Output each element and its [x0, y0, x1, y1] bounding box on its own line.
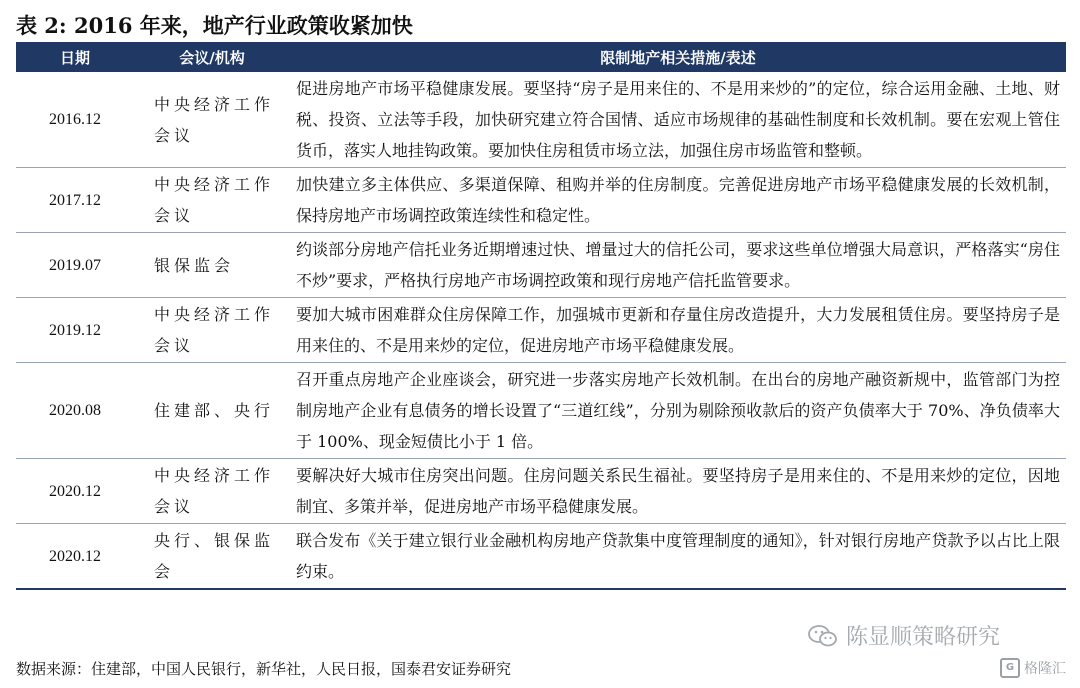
row-desc: 召开重点房地产企业座谈会，研究进一步落实房地产长效机制。在出台的房地产融资新规中，监管部门为控制房地产企业有息债务的增长设置了“三道红线”，分别为剔除预收款后的资产负债率大于 70%、净负债率大于 100%、现金短债比小于 1 倍。 [290, 363, 1066, 459]
table-title: 表 2: 2016 年来，地产行业政策收紧加快 [16, 13, 413, 38]
row-desc: 联合发布《关于建立银行业金融机构房地产贷款集中度管理制度的通知》，针对银行房地产贷款予以占比上限约束。 [290, 524, 1066, 590]
row-date: 2020.08 [16, 363, 134, 459]
table-row [16, 233, 1066, 298]
row-org: 中央经济工作会议 [134, 298, 290, 363]
row-date: 2019.07 [16, 233, 134, 298]
wechat-icon [808, 624, 838, 648]
row-date: 2019.12 [16, 298, 134, 363]
watermark-logo-text: 格隆汇 [1024, 661, 1066, 677]
table-row [16, 524, 1066, 590]
row-desc: 促进房地产市场平稳健康发展。要坚持“房子是用来住的、不是用来炒的”的定位，综合运用金融、土地、财税、投资、立法等手段，加快研究建立符合国情、适应市场规律的基础性制度和长效机制。要在宏观上管住货币，落实人地挂钩政策。要加快住房租赁市场立法，加强住房市场监管和整顿。 [290, 72, 1066, 168]
row-org: 中央经济工作会议 [134, 72, 290, 168]
row-desc: 要加大城市困难群众住房保障工作，加强城市更新和存量住房改造提升，大力发展租赁住房。要坚持房子是用来住的、不是用来炒的定位，促进房地产市场平稳健康发展。 [290, 298, 1066, 363]
table-header-row [16, 42, 1066, 72]
row-org: 央行、银保监会 [134, 524, 290, 590]
row-date: 2020.12 [16, 459, 134, 524]
row-date: 2020.12 [16, 524, 134, 590]
table-row [16, 168, 1066, 233]
row-date: 2016.12 [16, 72, 134, 168]
header-date: 日期 [59, 48, 90, 67]
gelonghui-logo-icon: G [1000, 658, 1020, 678]
policy-table [16, 42, 1066, 590]
watermark [808, 620, 1000, 651]
table-row [16, 459, 1066, 524]
table-row [16, 72, 1066, 168]
row-date: 2017.12 [16, 168, 134, 233]
row-org: 中央经济工作会议 [134, 168, 290, 233]
watermark-logo [1000, 658, 1066, 678]
row-desc: 加快建立多主体供应、多渠道保障、租购并举的住房制度。完善促进房地产市场平稳健康发展的长效机制，保持房地产市场调控政策连续性和稳定性。 [290, 168, 1066, 233]
row-desc: 约谈部分房地产信托业务近期增速过快、增量过大的信托公司，要求这些单位增强大局意识，严格落实“房住不炒”要求，严格执行房地产市场调控政策和现行房地产信托监管要求。 [290, 233, 1066, 298]
data-source-note: 数据来源：住建部，中国人民银行，新华社，人民日报，国泰君安证券研究 [16, 660, 512, 678]
header-measures: 限制地产相关措施/表述 [600, 48, 756, 67]
watermark-text: 陈显顺策略研究 [846, 625, 1001, 650]
table-row [16, 298, 1066, 363]
header-org: 会议/机构 [179, 48, 245, 67]
row-org: 中央经济工作会议 [134, 459, 290, 524]
table-row [16, 363, 1066, 459]
row-org: 银保监会 [134, 233, 290, 298]
row-org: 住建部、央行 [134, 363, 290, 459]
row-desc: 要解决好大城市住房突出问题。住房问题关系民生福祉。要坚持房子是用来住的、不是用来炒的定位，因地制宜、多策并举，促进房地产市场平稳健康发展。 [290, 459, 1066, 524]
